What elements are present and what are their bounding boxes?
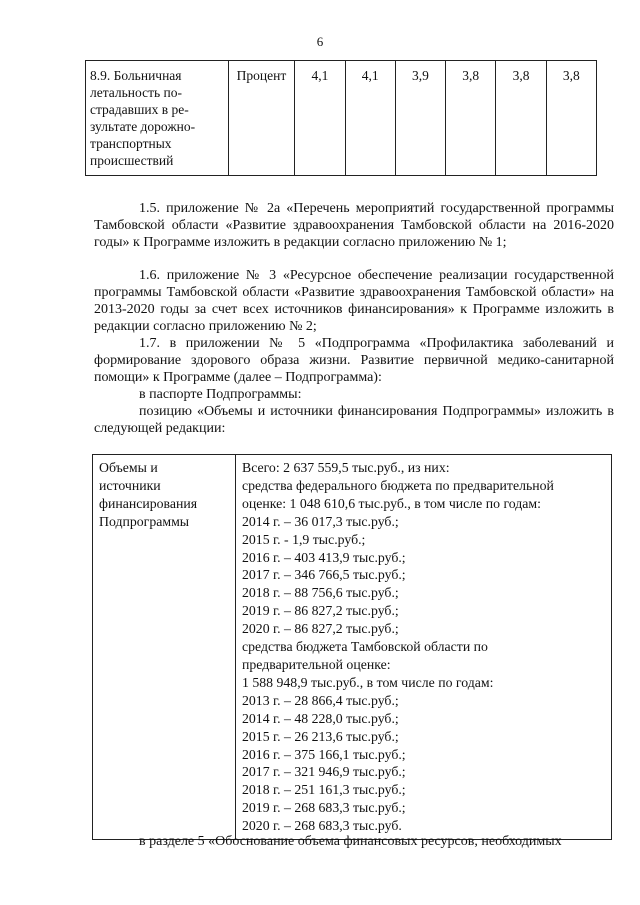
value-cell: 3,8 [446,61,496,176]
page-number: 6 [316,34,324,49]
financing-line: 2014 г. – 36 017,3 тыс.руб.; [242,513,399,529]
financing-line: оценке: 1 048 610,6 тыс.руб., в том числе по годам: [242,495,541,511]
paragraph-position [94,403,614,437]
indicator-line: транспортных [90,136,172,151]
financing-line: 2016 г. – 403 413,9 тыс.руб.; [242,549,406,565]
paragraph-text: в разделе 5 «Обоснование объема финансовых ресурсов, необходимых [139,834,562,849]
paragraph-text: в паспорте Подпрограммы: [139,387,302,402]
financing-table [92,454,612,840]
financing-line: 2018 г. – 88 756,6 тыс.руб.; [242,585,399,601]
financing-content-cell [236,455,612,840]
paragraph-1-6 [94,267,614,335]
value-cell: 3,8 [546,61,596,176]
financing-line: средства федерального бюджета по предварительной [242,477,554,493]
financing-line: 2017 г. – 346 766,5 тыс.руб.; [242,567,406,583]
financing-line: предварительной оценке: [242,656,391,672]
financing-line: 2017 г. – 321 946,9 тыс.руб.; [242,764,406,780]
financing-line: 2019 г. – 268 683,3 тыс.руб.; [242,800,406,816]
financing-line: 2020 г. – 268 683,3 тыс.руб. [242,818,402,834]
label-line: источники [99,477,161,493]
value-cell: 4,1 [295,61,345,176]
paragraph-text: 1.6. приложение № 3 «Ресурсное обеспечение реализации государственной программы Тамбовской области «Развитие здравоохранения Тамбовской области» на 2013-2020 годы за счет всех источников финансирования» к Программе изложить в редакции согласно приложению № 2; [94,268,614,334]
paragraph-1-7 [94,335,614,386]
financing-line: Всего: 2 637 559,5 тыс.руб., из них: [242,460,450,475]
indicator-line: происшествий [90,153,174,168]
paragraph-text: 1.5. приложение № 2а «Перечень мероприятий государственной программы Тамбовской области «Развитие здравоохранения Тамбовской области на 2016-2020 годы» к Программе изложить в редакции согласно приложению № 1; [94,201,614,250]
paragraph-text: 1.7. в приложении № 5 «Подпрограмма «Профилактика заболеваний и формирование здорового образа жизни. Развитие первичной медико-санитарной помощи» к Программе (далее – Подпрограмма): [94,336,614,385]
financing-line: 2013 г. – 28 866,4 тыс.руб.; [242,692,399,708]
label-line: Подпрограммы [99,513,190,529]
financing-line: 2015 г. - 1,9 тыс.руб.; [242,531,366,547]
financing-line: средства бюджета Тамбовской области по [242,639,488,655]
indicator-name-cell [86,61,229,176]
unit-cell: Процент [228,61,295,176]
value-cell: 3,8 [496,61,546,176]
label-line: финансирования [99,495,198,511]
financing-line: 2016 г. – 375 166,1 тыс.руб.; [242,746,406,762]
paragraph-1-5 [94,200,614,251]
value-cell: 4,1 [345,61,395,176]
label-line: Объемы и [99,460,158,475]
indicator-line: 8.9. Больничная [90,68,182,83]
financing-line: 2015 г. – 26 213,6 тыс.руб.; [242,728,399,744]
value-cell: 3,9 [395,61,445,176]
financing-line: 2019 г. – 86 827,2 тыс.руб.; [242,603,399,619]
paragraph-passport [94,386,614,403]
financing-line: 2018 г. – 251 161,3 тыс.руб.; [242,782,406,798]
indicator-line: летальность по- [90,85,183,100]
paragraph-text: позицию «Объемы и источники финансирования Подпрограммы» изложить в следующей редакции: [94,404,614,436]
financing-line: 2014 г. – 48 228,0 тыс.руб.; [242,710,399,726]
indicator-line: страдавших в ре- [90,102,189,117]
indicator-table [85,60,597,176]
table-row [93,455,612,840]
financing-line: 1 588 948,9 тыс.руб., в том числе по годам: [242,674,494,690]
paragraph-section-5 [94,833,614,850]
indicator-line: зультате дорожно- [90,119,196,134]
financing-line: 2020 г. – 86 827,2 тыс.руб.; [242,621,399,637]
financing-label-cell [93,455,236,840]
table-row [86,61,597,176]
